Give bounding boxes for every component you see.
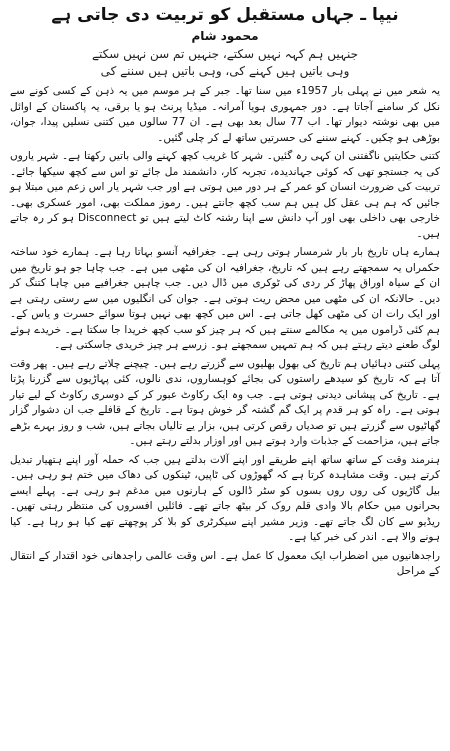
article-headline: نیپا ـ جہاں مستقبل کو تربیت دی جاتی ہے (51, 5, 399, 25)
article-body (10, 84, 440, 580)
body-paragraph-5: ہنرمند وقت کے ساتھ ساتھ اپنے طریقے اور اپنے آلات بدلتے ہیں جب کہ حملہ آور اپنے ہتھیار تبدیل کرتے ہیں۔ وقت مشاہدہ کرتا ہے کہ گھوڑوں کی ٹاپیں، ٹینکوں کی دھاک میں ختم ہو رہی ہیں۔ بیل گاڑیوں کی روں روں بسوں کو سٹر ڈالوں کے ہارنوں میں مدغم ہو رہی ہے۔ پہلے ایسے بحرانوں میں حکام بالا وادی قلم روک کر بیٹھ جاتے تھے۔ فائلیں افسروں کی منتظر رہتی تھیں۔ ریڈیو سے کان لگ جاتے تھے۔ وزیر مشیر اپنے سیکرٹری کو بلا کر پوچھتے تھے کیا ہو رہا ہے۔ کیا ہونے والا ہے۔ اندر کی خبر کیا ہے۔ (10, 453, 440, 543)
body-paragraph-2: کتنی حکایتیں ناگفتنی ان کہی رہ گئیں۔ شہر کا غریب کچھ کہنے والی باتیں رکھتا ہے۔ شہر یاروں کی یہ جستجو تھی کہ کوئی جہاندیدہ، تجربہ کار، دانشمند مل جائے تو اس سے کچھ سیکھا جائے۔ تربیت کی ضرورت انسان کو عمر کے ہر دور میں ہوتی ہے اور جب شہر یار اس زعم میں مبتلا ہو جائیں کہ ہم ہی عقل کل ہیں ہم سب کچھ جانتے ہیں۔ رموز مملکت بھی، امور عسکری بھی۔ خارجی بھی داخلی بھی اور آپ دانش سے اپنا رشتہ کاٹ لیتے ہیں تو Disconnect ہو کر رہ جاتے ہیں۔ (10, 150, 440, 240)
opening-verse (10, 46, 440, 80)
body-paragraph-4: پہلی کتنی دہائیاں ہم تاریخ کی بھول بھلیوں سے گزرتے رہے ہیں۔ چیچنے چلاتے رہے ہیں۔ پھر وقت آتا ہے کہ تاریخ کو سیدھے راستوں کی بجائے کوہساروں، ندی نالوں، کئی پہاڑیوں سے گزرنا پڑتا ہے۔ تاریخ کی پیشانی دیدنی ہوتی ہے۔ جب وہ ایک رکاوٹ عبور کر کے دوسری رکاوٹ کے لیے تیار ہوتی ہے۔ راہ کو ہر قدم پر ایک گم گشتہ گر خوش ہوتا ہے۔ تاریخ کے قافلے جب ان دشوار گزار گھاٹیوں سے گزرتے ہیں تو صدیاں رقص کرتی ہیں، بزار یے تالیاں بجاتے ہیں، شب و روز بہرے بڑھے جاتے ہیں، مزاحمت کے جذبات وارد ہوتے ہیں اور اوزار بدلتے رہتے ہیں۔ (10, 357, 440, 447)
body-paragraph-1: یہ شعر میں نے پہلی بار 1957ء میں سنا تھا۔ جبر کے ہر موسم میں یہ ذہن کے کسی کونے سے نکل کر سامنے آجاتا ہے۔ دور جمہوری ہویا آمرانہ۔ میڈیا پرنٹ ہو یا برقی، یہ پاکستان کے اوائل میں بھی نوشتہ دیوار تھا۔ اب 77 سال بعد بھی ہے۔ ان 77 سالوں میں کتنی نسلیں پیدا، جوان، بوڑھی ہو چکیں۔ کہنے سننے کی حسرتیں ساتھ لے کر چلی گئیں۔ (10, 85, 440, 144)
verse-line-2: وہی باتیں ہیں کہنے کی، وہی باتیں ہیں سننے کی (100, 64, 350, 78)
verse-line-1: جنہیں ہم کہہ نہیں سکتے، جنہیں تم سن نہیں سکتے (91, 47, 359, 61)
author-byline: محمود شام (191, 29, 259, 43)
body-paragraph-3: ہمارے ہاں تاریخ بار بار شرمسار ہوتی رہی ہے۔ جغرافیہ آنسو بہاتا رہا ہے۔ ہمارے خود ساختہ حکمراں یہ سمجھتے رہے ہیں کہ تاریخ، جغرافیہ ان کی مٹھی میں ہے۔ جب چاہا جو ہو تاریخ میں ان کے سیاہ اوراق پھاڑ کر ردی کی ٹوکری میں ڈال دیں۔ جب چاہیں جغرافیے میں چاہا کتنگ کر دیں۔ حالانکہ ان کی مٹھی میں محض ریت ہوتی ہے۔ جوان کی انگلیوں میں سے رستی رہتی ہے اور ایک رات ان کی مٹھی کھل جاتی ہے۔ اس میں کچھ بھی نہیں ہوتا سوائے حسرت و یاس کے۔ ہم کئی ڈراموں میں یہ مکالمے سنتے ہیں کہ ہر چیز کو سب کچھ خریدا جا سکتا ہے۔ خریدے ہوئے لوگ طعنے دیتے رہتے ہیں کہ ہم تمہیں سمجھتے ہو۔ زرسے ہر چیز خریدی جاسکتی ہے۔ (10, 246, 440, 351)
body-paragraph-6: راجدھانیوں میں اضطراب ایک معمول کا عمل ہے۔ اس وقت عالمی راجدھانی خود اقتدار کے انتقال کے مراحل (10, 549, 440, 577)
